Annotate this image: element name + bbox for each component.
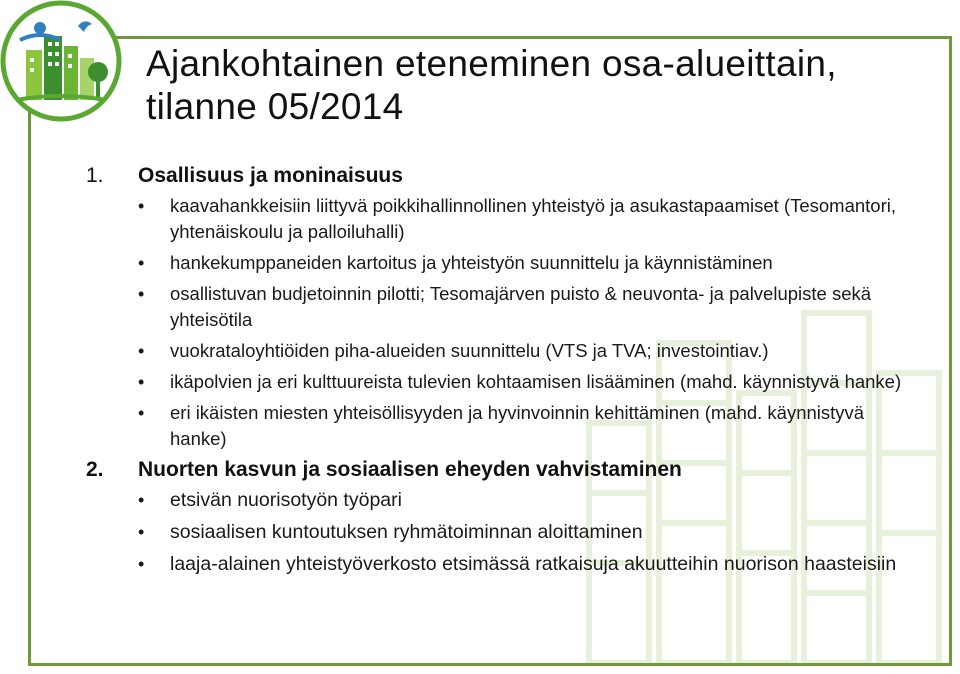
section-1	[86, 163, 916, 452]
section-2	[86, 457, 916, 578]
bullet-icon: •	[138, 403, 145, 423]
bullet-icon: •	[138, 253, 145, 273]
section-title: Nuorten kasvun ja sosiaalisen eheyden vahvistaminen	[138, 458, 682, 481]
list-item: • osallistuvan budjetoinnin pilotti; Tesomajärven puisto & neuvonta- ja palvelupiste sekä yhteisötila	[138, 283, 872, 330]
bullet-icon: •	[138, 284, 145, 304]
section-number: 2.	[86, 458, 104, 481]
bullet-icon: •	[138, 341, 145, 361]
title-line-1: Ajankohtainen eteneminen osa-alueittain,	[146, 43, 837, 84]
section-title: Osallisuus ja moninaisuus	[138, 164, 403, 187]
city-logo-icon	[0, 0, 122, 122]
list-item: • vuokrataloyhtiöiden piha-alueiden suunnittelu (VTS ja TVA; investointiav.)	[86, 338, 916, 364]
section-heading	[86, 163, 916, 189]
section-heading	[86, 457, 916, 483]
title-line-2: tilanne 05/2014	[146, 86, 404, 127]
list-item: • kaavahankkeisiin liittyvä poikkihallinnollinen yhteistyö ja asukastapaamiset (Tesomantori, yhtenäiskoulu ja palloiluhalli)	[138, 195, 896, 242]
bullet-list	[86, 193, 916, 452]
list-item: • laaja-alainen yhteistyöverkosto etsimässä ratkaisuja akuutteihin nuorison haasteisiin	[86, 551, 916, 578]
bullet-list	[86, 487, 916, 578]
list-item: • sosiaalisen kuntoutuksen ryhmätoiminnan aloittaminen	[86, 519, 916, 546]
list-item: • etsivän nuorisotyön työpari	[86, 487, 916, 514]
bullet-icon: •	[138, 554, 145, 574]
slide-content	[86, 162, 916, 583]
list-item: • eri ikäisten miesten yhteisöllisyyden ja hyvinvoinnin kehittäminen (mahd. käynnistyvä hanke)	[138, 402, 865, 449]
bullet-icon: •	[138, 522, 145, 542]
section-number: 1.	[86, 164, 104, 187]
bullet-icon: •	[138, 372, 145, 392]
bullet-icon: •	[138, 490, 145, 510]
list-item: • ikäpolvien ja eri kulttuureista tulevien kohtaamisen lisääminen (mahd. käynnistyvä hanke)	[86, 369, 916, 395]
list-item: • hankekumppaneiden kartoitus ja yhteistyön suunnittelu ja käynnistäminen	[86, 250, 916, 276]
bullet-icon: •	[138, 196, 145, 216]
slide-title	[146, 42, 906, 128]
